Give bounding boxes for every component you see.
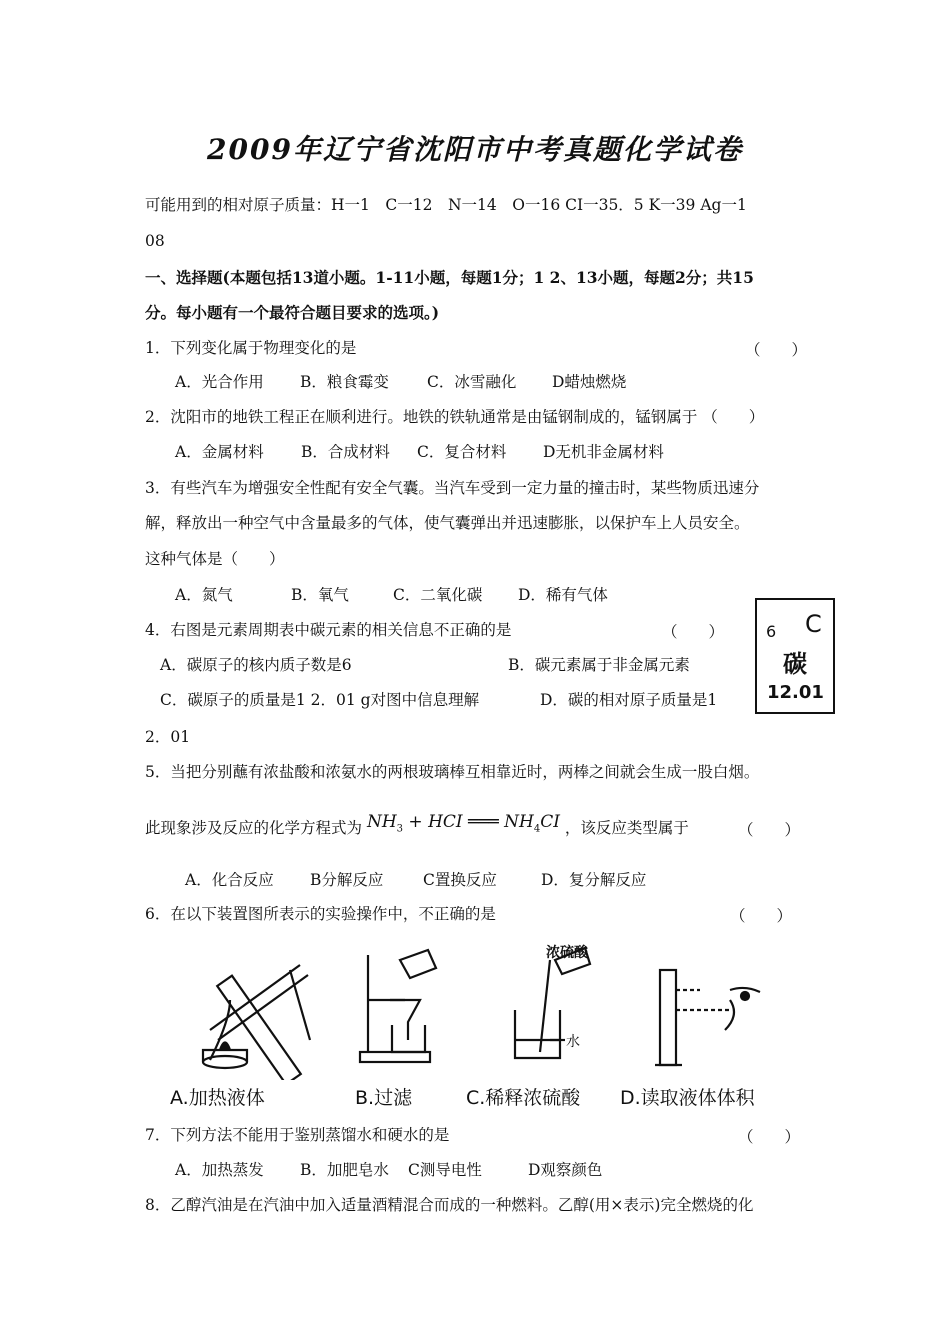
- question-5-answer-paren: （ ）: [738, 821, 801, 839]
- option-b: B．粮食霉变: [300, 373, 389, 391]
- option-d: D．复分解反应: [541, 871, 647, 889]
- question-4-option-d: D．碳的相对原子质量是1: [540, 691, 718, 709]
- figure-label-d: D.读取液体体积: [620, 1087, 755, 1109]
- atomic-masses-line: 可能用到的相对原子质量：H一1 C一12 N一14 O一16 CI一35．5 K一39 Ag一1: [145, 196, 747, 214]
- atomic-mass: 12.01: [767, 682, 824, 703]
- question-5-line-2: [145, 812, 689, 845]
- option-c: C．复合材料: [417, 443, 507, 461]
- question-1-options: [175, 372, 626, 392]
- question-2-stem: 2．沈阳市的地铁工程正在顺利进行。地铁的铁轨通常是由锰钢制成的，锰钢属于 （ ）: [145, 408, 765, 426]
- acid-label: 浓硫酸: [546, 945, 588, 961]
- option-d: D蜡烛燃烧: [552, 373, 627, 391]
- option-b: B分解反应: [310, 871, 384, 889]
- option-d: D．稀有气体: [518, 586, 608, 604]
- figure-label-a: A.加热液体: [170, 1087, 265, 1109]
- question-4-option-a: A．碳原子的核内质子数是6: [160, 656, 352, 674]
- question-4-option-c: C．碳原子的质量是1 2．01 g对图中信息理解: [160, 691, 480, 709]
- question-3-line-1: 3．有些汽车为增强安全性配有安全气囊。当汽车受到一定力量的撞击时，某些物质迅速分: [145, 479, 760, 497]
- section-heading: 一、选择题(本题包括13道小题。1-11小题，每题1分；1 2、13小题，每题2分；共15: [145, 268, 754, 287]
- question-2-options: [175, 442, 664, 462]
- question-4-option-d-cont: 2．01: [145, 728, 191, 746]
- question-5-suffix: ，该反应类型属于: [564, 819, 689, 837]
- question-7-stem: 7．下列方法不能用于鉴别蒸馏水和硬水的是: [145, 1126, 450, 1144]
- option-d: D观察颜色: [528, 1161, 603, 1179]
- question-7-options: [175, 1160, 602, 1180]
- question-1-stem: 1．下列变化属于物理变化的是: [145, 339, 357, 357]
- question-4-stem: 4．右图是元素周期表中碳元素的相关信息不正确的是: [145, 621, 512, 639]
- question-5-line-1: 5．当把分别蘸有浓盐酸和浓氨水的两根玻璃棒互相靠近时，两棒之间就会生成一股白烟。: [145, 763, 760, 781]
- atomic-number: 6: [766, 622, 777, 641]
- figure-label-c: C.稀释浓硫酸: [466, 1087, 581, 1109]
- question-5-prefix: 此现象涉及反应的化学方程式为: [145, 819, 363, 837]
- question-1-answer-paren: （ ）: [745, 341, 808, 359]
- water-label: 水: [566, 1034, 580, 1050]
- option-c: C测导电性: [408, 1161, 482, 1179]
- element-symbol: C: [805, 610, 822, 638]
- page-title: 2009年辽宁省沈阳市中考真题化学试卷: [207, 133, 743, 166]
- option-a: A．金属材料: [175, 443, 264, 461]
- question-6-stem: 6．在以下装置图所表示的实验操作中，不正确的是: [145, 905, 496, 923]
- reading-volume-drawing: [655, 970, 760, 1065]
- chemical-equation: $NH_3$ + HCI ═══ $NH_4CI$: [366, 812, 560, 835]
- carbon-element-tile: [755, 598, 835, 714]
- question-4-option-b: B．碳元素属于非金属元素: [508, 656, 690, 674]
- question-8-line-1: 8．乙醇汽油是在汽油中加入适量酒精混合而成的一种燃料。乙醇(用×表示)完全燃烧的化: [145, 1196, 754, 1214]
- option-a: A．化合反应: [185, 871, 274, 889]
- question-3-line-2: 解，释放出一种空气中含量最多的气体，使气囊弹出并迅速膨胀，以保护车上人员安全。: [145, 514, 750, 532]
- option-c: C．二氧化碳: [393, 586, 483, 604]
- question-6-answer-paren: （ ）: [730, 907, 793, 925]
- section-heading-cont: 分。每小题有一个最符合题目要求的选项。): [145, 303, 440, 322]
- atomic-masses-line-cont: 08: [145, 232, 165, 250]
- option-a: A．加热蒸发: [175, 1161, 264, 1179]
- option-a: A．光合作用: [175, 373, 264, 391]
- option-c: C．冰雪融化: [427, 373, 517, 391]
- question-5-options: [185, 870, 646, 890]
- option-d: D无机非金属材料: [543, 443, 664, 461]
- figure-label-b: B.过滤: [355, 1087, 413, 1109]
- option-a: A．氮气: [175, 586, 233, 604]
- option-b: B．合成材料: [301, 443, 390, 461]
- question-3-line-3: 这种气体是（ ）: [145, 550, 285, 568]
- apparatus-figures: [170, 940, 780, 1110]
- apparatus-drawings: [170, 940, 780, 1080]
- option-c: C置换反应: [423, 871, 497, 889]
- element-name: 碳: [783, 649, 807, 678]
- filtration-drawing: [360, 950, 436, 1062]
- option-b: B．加肥皂水: [300, 1161, 389, 1179]
- question-4-answer-paren: （ ）: [662, 623, 725, 641]
- heating-liquid-drawing: [203, 965, 310, 1080]
- question-3-options: [175, 585, 608, 605]
- question-7-answer-paren: （ ）: [738, 1128, 801, 1146]
- option-b: B．氧气: [291, 586, 349, 604]
